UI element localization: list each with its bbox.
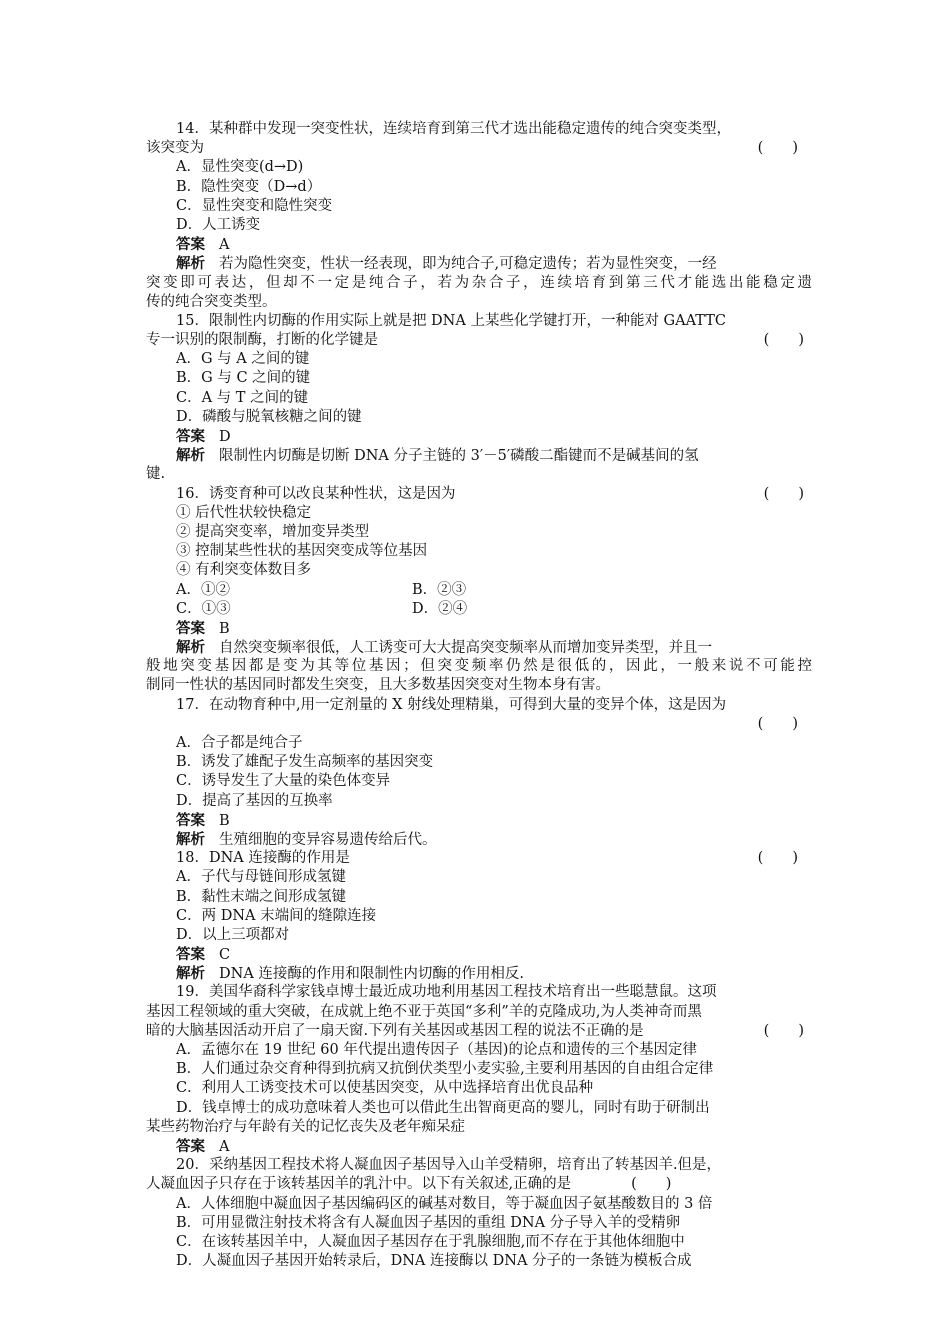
answer-value: B	[219, 620, 230, 637]
answer-label: 答案	[176, 428, 205, 445]
q18-option-d: D．以上三项都对	[176, 926, 290, 943]
analysis-text: 生殖细胞的变异容易遗传给后代。	[219, 831, 437, 848]
answer-label: 答案	[176, 1137, 205, 1155]
q17-answer	[146, 811, 812, 830]
analysis-text: 自然突变频率很低，人工诱变可大大提高突变频率从而增加变异类型，并且一	[219, 640, 712, 657]
q15-option-a: A．G 与 A 之间的键	[176, 351, 310, 368]
q19-stem-line-2: 基因工程领域的重大突破，在成就上绝不亚于英国“多利”羊的克隆成功,为人类神奇而黑	[146, 1003, 702, 1020]
q18-stem-line-1	[146, 849, 812, 868]
q15-answer-paren: ( )	[763, 332, 804, 349]
analysis-text: 若为隐性突变，性状一经表现，即为纯合子,可稳定遗传；若为显性突变，一经	[219, 256, 717, 273]
q14-option-a: A．显性突变(d→D)	[176, 159, 304, 176]
analysis-label: 解析	[176, 639, 205, 657]
q16-option-a: A．①②	[176, 581, 230, 598]
q19-stem-line-3	[146, 1022, 812, 1041]
q19-stem-line-1: 19．美国华裔科学家钱卓博士最近成功地利用基因工程技术培育出一些聪慧鼠。这项	[176, 984, 717, 1001]
q16-answer-paren: ( )	[763, 485, 804, 502]
q14-stem-text: 该突变为	[146, 140, 204, 157]
q20-option-a: A．人体细胞中凝血因子基因编码区的碱基对数目，等于凝血因子氨基酸数目的 3 倍	[176, 1195, 713, 1212]
q14-stem-line-1: 14．某种群中发现一突变性状，连续培育到第三代才选出能稳定遗传的纯合突变类型，	[176, 121, 731, 137]
q16-option-b: B．②③	[412, 581, 467, 598]
q18-analysis-line-1	[146, 964, 812, 983]
q15-option-d: D．磷酸与脱氧核糖之间的键	[176, 408, 362, 425]
q16-answer	[146, 619, 812, 638]
answer-value: B	[219, 812, 230, 829]
analysis-label: 解析	[176, 965, 205, 983]
q16-item-4: ④ 有利突变体数目多	[176, 562, 312, 579]
q16-analysis-line-2: 般地突变基因都是变为其等位基因；但突变频率仍然是很低的，因此，一般来说不可能控	[146, 658, 812, 675]
q20-stem-line-1: 20．采纳基因工程技术将人凝血因子基因导入山羊受精卵，培育出了转基因羊.但是，	[176, 1157, 722, 1174]
q16-item-1: ① 后代性状较快稳定	[176, 504, 312, 521]
q14-option-b: B．隐性突变（D→d）	[176, 178, 322, 195]
q14-stem-line-2	[146, 139, 812, 158]
q17-option-b: B．诱发了雄配子发生高频率的基因突变	[176, 754, 434, 771]
q18-stem-text: 18．DNA 连接酶的作用是	[176, 850, 350, 867]
q17-stem-line-1: 17．在动物育种中,用一定剂量的 X 射线处理精巢，可得到大量的变异个体，这是因为	[176, 696, 727, 713]
q17-analysis-line-1	[146, 830, 812, 849]
q19-option-c: C．利用人工诱变技术可以使基因突变，从中选择培育出优良品种	[176, 1080, 594, 1097]
q19-option-d-line-2: 某些药物治疗与年龄有关的记忆丧失及老年痴呆症	[146, 1118, 465, 1135]
q15-analysis-line-2: 键.	[146, 466, 166, 483]
analysis-label: 解析	[176, 255, 205, 273]
answer-label: 答案	[176, 946, 205, 964]
q18-answer-paren: ( )	[757, 850, 798, 867]
q15-option-c: C．A 与 T 之间的键	[176, 389, 309, 406]
q14-option-c: C．显性突变和隐性突变	[176, 197, 333, 214]
answer-value: C	[219, 947, 231, 964]
document-page	[146, 120, 812, 1271]
q16-stem-line-1	[146, 485, 812, 504]
q19-answer	[146, 1137, 812, 1156]
answer-label: 答案	[176, 811, 205, 829]
q15-stem-line-2	[146, 331, 812, 350]
answer-value: A	[219, 237, 230, 254]
q19-answer-paren: ( )	[763, 1022, 804, 1039]
analysis-text: DNA 连接酶的作用和限制性内切酶的作用相反.	[219, 966, 525, 983]
answer-label: 答案	[176, 236, 205, 254]
answer-value: A	[219, 1138, 230, 1155]
q16-item-2: ② 提高突变率，增加变异类型	[176, 523, 370, 540]
q19-option-b: B．人们通过杂交育种得到抗病又抗倒伏类型小麦实验,主要利用基因的自由组合定律	[176, 1061, 714, 1078]
answer-value: D	[219, 429, 231, 445]
q15-option-b: B．G 与 C 之间的键	[176, 370, 311, 387]
q16-options-row-2	[146, 600, 812, 619]
q14-answer	[146, 235, 812, 254]
q20-stem-text: 人凝血因子只存在于该转基因羊的乳汁中。以下有关叙述,正确的是	[146, 1176, 572, 1193]
q18-option-b: B．黏性末端之间形成氢键	[176, 888, 347, 905]
q17-option-c: C．诱导发生了大量的染色体变异	[176, 773, 391, 790]
q17-answer-paren: ( )	[757, 715, 798, 732]
q15-stem-text: 专一识别的限制酶，打断的化学键是	[146, 332, 378, 349]
q15-answer	[146, 427, 812, 446]
q15-stem-line-1: 15．限制性内切酶的作用实际上就是把 DNA 上某些化学键打开，一种能对 GAATTC	[176, 312, 726, 329]
q17-paren-line	[146, 715, 812, 734]
q16-stem-text: 16．诱变育种可以改良某种性状，这是因为	[176, 485, 456, 502]
q16-item-3: ③ 控制某些性状的基因突变成等位基因	[176, 543, 428, 560]
q18-answer	[146, 945, 812, 964]
q20-option-c: C．在该转基因羊中，人凝血因子基因存在于乳腺细胞,而不存在于其他体细胞中	[176, 1233, 685, 1250]
q15-analysis-line-1	[146, 446, 812, 465]
q19-option-a: A．孟德尔在 19 世纪 60 年代提出遗传因子（基因)的论点和遗传的三个基因定律	[176, 1042, 697, 1058]
q19-option-d-line-1: D．钱卓博士的成功意味着人类也可以借此生出智商更高的婴儿，同时有助于研制出	[176, 1099, 710, 1116]
q18-option-a: A．子代与母链间形成氢键	[176, 869, 346, 886]
q17-option-d: D．提高了基因的互换率	[176, 792, 333, 809]
q17-option-a: A．合子都是纯合子	[176, 735, 303, 751]
q16-analysis-line-1	[146, 638, 812, 657]
analysis-label: 解析	[176, 447, 205, 465]
q16-options-row-1	[146, 581, 812, 600]
q14-analysis-line-1	[146, 254, 812, 273]
q19-stem-text: 暗的大脑基因活动开启了一扇天窗.下列有关基因或基因工程的说法不正确的是	[146, 1022, 644, 1039]
q14-analysis-line-2: 突变即可表达，但却不一定是纯合子，若为杂合子，连续培育到第三代才能选出能稳定遗	[146, 274, 812, 291]
q20-option-d: D．人凝血因子基因开始转录后，DNA 连接酶以 DNA 分子的一条链为模板合成	[176, 1253, 692, 1270]
q20-stem-line-2	[146, 1175, 812, 1194]
q20-option-b: B．可用显微注射技术将含有人凝血因子基因的重组 DNA 分子导入羊的受精卵	[176, 1214, 681, 1231]
q16-analysis-line-3: 制同一性状的基因同时都发生突变，且大多数基因突变对生物本身有害。	[146, 677, 610, 694]
q16-option-c: C．①③	[176, 600, 231, 617]
q14-option-d: D．人工诱变	[176, 216, 261, 233]
q14-analysis-line-3: 传的纯合突变类型。	[146, 293, 277, 310]
q20-answer-paren: ( )	[631, 1176, 672, 1193]
analysis-text: 限制性内切酶是切断 DNA 分子主链的 3′－5′磷酸二酯键而不是碱基间的氢	[219, 448, 699, 465]
answer-label: 答案	[176, 619, 205, 637]
analysis-label: 解析	[176, 830, 205, 848]
q18-option-c: C．两 DNA 末端间的缝隙连接	[176, 907, 377, 924]
q16-option-d: D．②④	[412, 600, 468, 617]
q14-answer-paren: ( )	[757, 140, 798, 157]
